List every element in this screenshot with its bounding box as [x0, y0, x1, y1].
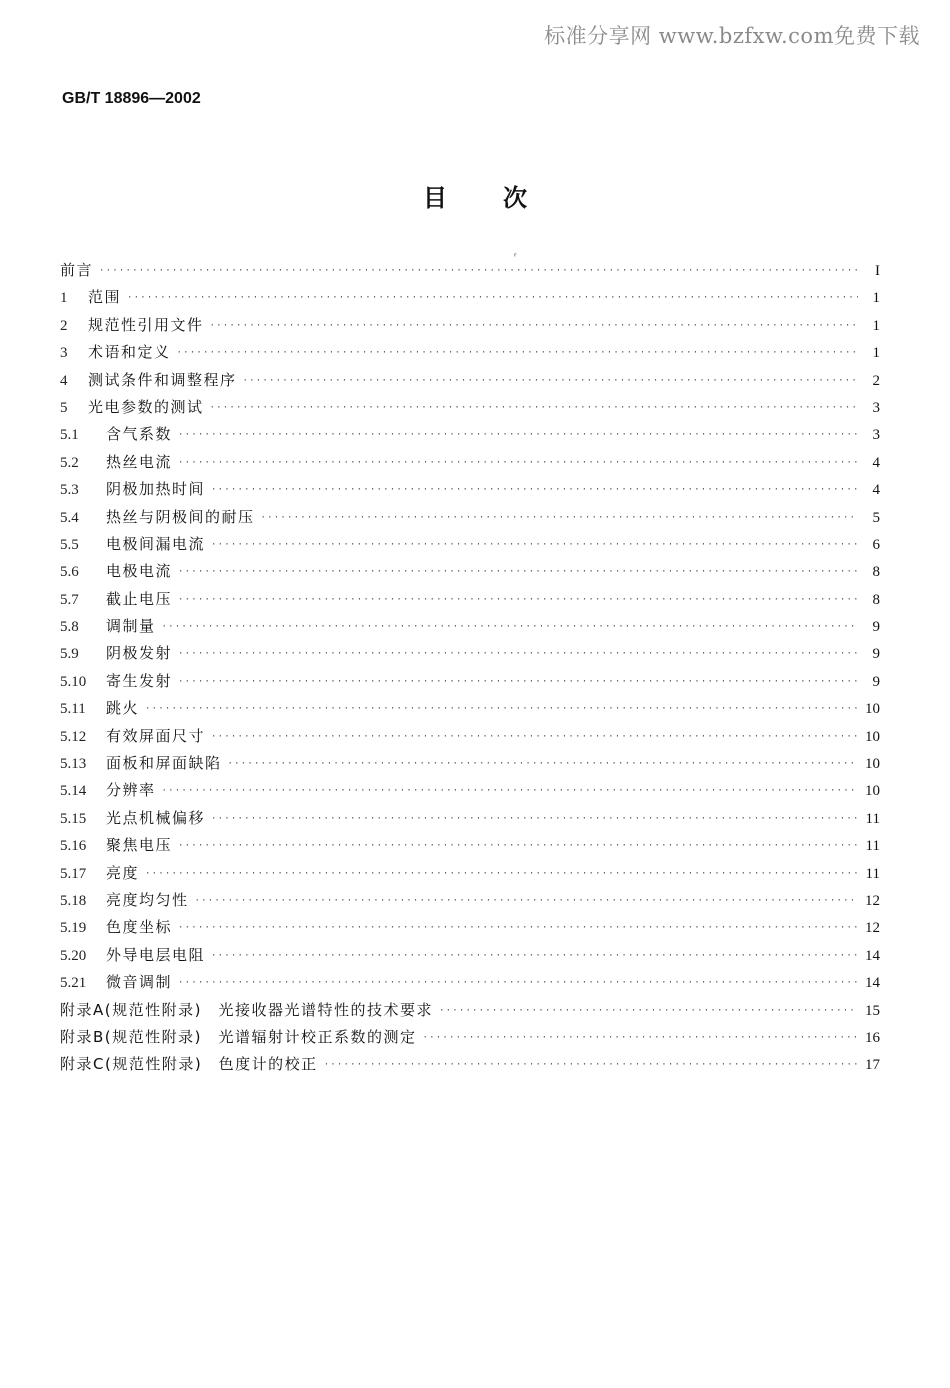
- toc-entry-page: 16: [865, 1029, 880, 1046]
- toc-entry-label: 分辨率: [106, 781, 156, 800]
- toc-entry-5-5[interactable]: [60, 531, 880, 558]
- toc-entry-number: 5.19: [60, 920, 87, 937]
- toc-entry-label: 附录C(规范性附录) 色度计的校正: [60, 1055, 318, 1074]
- toc-leader-dots: [178, 587, 858, 614]
- toc-entry-label: 附录B(规范性附录) 光谱辐射计校正系数的测定: [60, 1027, 417, 1046]
- toc-entry-number: 5.9: [60, 646, 79, 663]
- toc-entry-number: 5.13: [60, 756, 87, 773]
- toc-entry-label: 测试条件和调整程序: [88, 370, 237, 389]
- toc-leader-dots: [127, 285, 858, 312]
- toc-entry-5-11[interactable]: [60, 695, 880, 722]
- toc-entry-number: 5.4: [60, 509, 79, 526]
- toc-entry-number: 5.11: [60, 701, 86, 718]
- toc-entry-page: 14: [865, 975, 880, 992]
- toc-entry-5-10[interactable]: [60, 668, 880, 695]
- toc-leader-dots: [211, 724, 858, 751]
- toc-entry-label: 亮度: [106, 863, 140, 882]
- toc-entry-3[interactable]: [60, 339, 880, 366]
- toc-entry-annex-a[interactable]: [60, 997, 880, 1024]
- toc-entry-1[interactable]: [60, 284, 880, 311]
- toc-leader-dots: [178, 915, 858, 942]
- toc-entry-page: 3: [872, 399, 880, 416]
- toc-entry-4[interactable]: [60, 367, 880, 394]
- toc-entry-page: 10: [865, 756, 880, 773]
- toc-entry-5-17[interactable]: [60, 860, 880, 887]
- toc-entry-number: 5.2: [60, 454, 79, 471]
- toc-entry-label: 术语和定义: [88, 343, 171, 362]
- toc-entry-label: 微音调制: [106, 973, 173, 992]
- toc-entry-number: 2: [60, 317, 68, 334]
- toc-entry-page: 3: [872, 427, 880, 444]
- toc-entry-number: 5.10: [60, 673, 87, 690]
- toc-entry-label: 截止电压: [106, 589, 173, 608]
- toc-entry-5-20[interactable]: [60, 942, 880, 969]
- toc-entry-5-1[interactable]: [60, 421, 880, 448]
- toc-entry-page: 8: [872, 564, 880, 581]
- toc-leader-dots: [178, 669, 858, 696]
- toc-entry-5-16[interactable]: [60, 832, 880, 859]
- table-of-contents: [60, 257, 880, 1079]
- toc-entry-annex-b[interactable]: [60, 1024, 880, 1051]
- toc-entry-page: 14: [865, 947, 880, 964]
- toc-leader-dots: [178, 833, 858, 860]
- toc-entry-number: 1: [60, 290, 68, 307]
- toc-leader-dots: [178, 450, 858, 477]
- toc-leader-dots: [162, 614, 858, 641]
- toc-entry-label: 跳火: [106, 699, 140, 718]
- toc-leader-dots: [228, 751, 858, 778]
- toc-leader-dots: [210, 395, 858, 422]
- toc-entry-page: 17: [865, 1057, 880, 1074]
- toc-entry-page: 12: [865, 920, 880, 937]
- toc-leader-dots: [145, 696, 858, 723]
- toc-entry-page: 8: [872, 591, 880, 608]
- toc-entry-page: I: [875, 263, 880, 279]
- toc-entry-page: 4: [872, 454, 880, 471]
- toc-entry-5[interactable]: [60, 394, 880, 421]
- toc-entry-page: 4: [872, 482, 880, 499]
- toc-entry-label: 有效屏面尺寸: [106, 726, 206, 745]
- toc-leader-dots: [211, 943, 858, 970]
- toc-entry-label: 前言: [60, 261, 94, 279]
- toc-entry-page: 10: [865, 701, 880, 718]
- toc-leader-dots: [178, 559, 858, 586]
- toc-leader-dots: [145, 861, 858, 888]
- toc-leader-dots: [439, 998, 858, 1025]
- toc-entry-page: 11: [865, 838, 880, 855]
- toc-entry-label: 光点机械偏移: [106, 808, 206, 827]
- toc-entry-5-9[interactable]: [60, 640, 880, 667]
- toc-entry-number: 5.15: [60, 810, 87, 827]
- toc-entry-page: 12: [865, 892, 880, 909]
- toc-entry-number: 5.6: [60, 564, 79, 581]
- toc-title: 目次: [423, 184, 583, 212]
- toc-entry-label: 色度坐标: [106, 918, 173, 937]
- toc-entry-5-14[interactable]: [60, 777, 880, 804]
- toc-leader-dots: [211, 532, 858, 559]
- toc-leader-dots: [178, 641, 858, 668]
- toc-entry-5-2[interactable]: [60, 449, 880, 476]
- toc-entry-foreword[interactable]: [60, 257, 880, 284]
- toc-leader-dots: [178, 422, 858, 449]
- watermark-text: 标准分享网 www.bzfxw.com免费下载: [544, 24, 920, 48]
- toc-entry-number: 5.5: [60, 536, 79, 553]
- toc-leader-dots: [243, 368, 858, 395]
- toc-entry-number: 5.14: [60, 783, 87, 800]
- toc-entry-page: 15: [865, 1002, 880, 1019]
- toc-entry-5-12[interactable]: [60, 723, 880, 750]
- toc-entry-number: 5.8: [60, 619, 79, 636]
- toc-entry-label: 电极间漏电流: [106, 534, 206, 553]
- toc-entry-page: 1: [872, 290, 880, 307]
- toc-leader-dots: [162, 778, 858, 805]
- toc-entry-annex-c[interactable]: [60, 1051, 880, 1078]
- toc-entry-label: 热丝与阴极间的耐压: [106, 507, 255, 526]
- toc-entry-label: 寄生发射: [106, 671, 173, 690]
- toc-leader-dots: [211, 806, 858, 833]
- toc-entry-label: 热丝电流: [106, 452, 173, 471]
- toc-entry-5-8[interactable]: [60, 613, 880, 640]
- toc-entry-label: 外导电层电阻: [106, 945, 206, 964]
- toc-entry-page: 10: [865, 728, 880, 745]
- toc-entry-page: 9: [872, 673, 880, 690]
- toc-entry-label: 亮度均匀性: [106, 890, 189, 909]
- toc-entry-2[interactable]: [60, 312, 880, 339]
- toc-entry-5-6[interactable]: [60, 558, 880, 585]
- standard-code: GB/T 18896—2002: [62, 90, 201, 107]
- toc-entry-number: 5.18: [60, 892, 87, 909]
- toc-entry-number: 3: [60, 345, 68, 362]
- toc-entry-label: 附录A(规范性附录) 光接收器光谱特性的技术要求: [60, 1000, 433, 1019]
- toc-entry-page: 9: [872, 619, 880, 636]
- toc-entry-page: 6: [872, 536, 880, 553]
- toc-entry-number: 5.17: [60, 865, 87, 882]
- toc-entry-page: 10: [865, 783, 880, 800]
- toc-entry-label: 含气系数: [106, 425, 173, 444]
- toc-entry-5-19[interactable]: [60, 914, 880, 941]
- toc-entry-number: 5.7: [60, 591, 79, 608]
- toc-entry-page: 11: [865, 865, 880, 882]
- toc-entry-5-13[interactable]: [60, 750, 880, 777]
- toc-leader-dots: [210, 313, 858, 340]
- toc-entry-label: 面板和屏面缺陷: [106, 754, 222, 773]
- toc-entry-5-3[interactable]: [60, 476, 880, 503]
- toc-entry-label: 阴极加热时间: [106, 480, 206, 499]
- toc-leader-dots: [195, 888, 858, 915]
- toc-entry-page: 1: [872, 345, 880, 362]
- toc-entry-page: 11: [865, 810, 880, 827]
- toc-entry-label: 电极电流: [106, 562, 173, 581]
- toc-entry-page: 9: [872, 646, 880, 663]
- toc-entry-number: 4: [60, 372, 68, 389]
- toc-entry-number: 5.20: [60, 947, 87, 964]
- toc-leader-dots: [99, 258, 858, 285]
- toc-leader-dots: [261, 505, 858, 532]
- toc-entry-5-21[interactable]: [60, 969, 880, 996]
- toc-entry-label: 范围: [88, 288, 122, 307]
- toc-leader-dots: [211, 477, 858, 504]
- toc-leader-dots: [423, 1025, 859, 1052]
- toc-entry-5-18[interactable]: [60, 887, 880, 914]
- toc-entry-page: 2: [872, 372, 880, 389]
- toc-leader-dots: [324, 1052, 858, 1079]
- toc-entry-number: 5.3: [60, 482, 79, 499]
- toc-leader-dots: [177, 340, 858, 367]
- toc-entry-number: 5: [60, 399, 68, 416]
- toc-entry-label: 规范性引用文件: [88, 315, 204, 334]
- toc-entry-5-4[interactable]: [60, 504, 880, 531]
- toc-entry-page: 1: [872, 317, 880, 334]
- toc-entry-number: 5.16: [60, 838, 87, 855]
- toc-entry-5-7[interactable]: [60, 586, 880, 613]
- toc-leader-dots: [178, 970, 858, 997]
- toc-entry-5-15[interactable]: [60, 805, 880, 832]
- scan-speck: ʳ: [514, 252, 517, 263]
- toc-entry-number: 5.12: [60, 728, 87, 745]
- toc-entry-label: 调制量: [106, 617, 156, 636]
- toc-entry-number: 5.21: [60, 975, 87, 992]
- toc-entry-label: 阴极发射: [106, 644, 173, 663]
- toc-entry-label: 聚焦电压: [106, 836, 173, 855]
- toc-entry-label: 光电参数的测试: [88, 397, 204, 416]
- toc-entry-number: 5.1: [60, 427, 79, 444]
- toc-entry-page: 5: [872, 509, 880, 526]
